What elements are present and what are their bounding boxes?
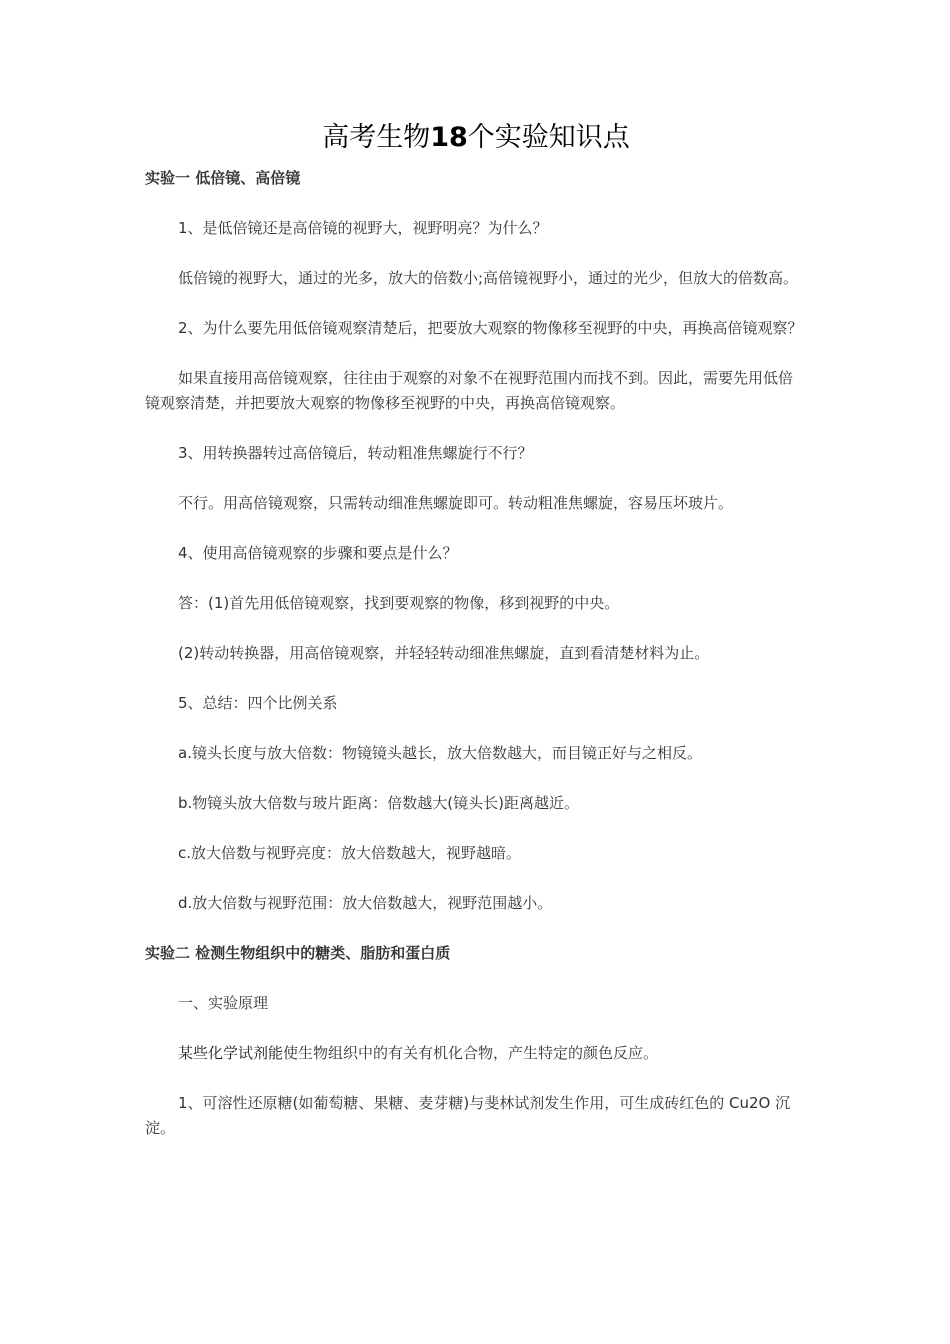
ratio-relation-d: d.放大倍数与视野范围：放大倍数越大，视野范围越小。 [178, 894, 553, 912]
title-number: 18 [430, 122, 468, 153]
experiment2-heading: 实验二 检测生物组织中的糖类、脂肪和蛋白质 [145, 944, 451, 962]
ratio-relation-c: c.放大倍数与视野亮度：放大倍数越大，视野越暗。 [178, 844, 522, 862]
experiment1-answer-2: 如果直接用高倍镜观察，往往由于观察的对象不在视野范围内而找不到。因此，需要先用低倍镜观察清楚，并把要放大观察的物像移至视野的中央，再换高倍镜观察。 [145, 369, 794, 412]
title-suffix: 个实验知识点 [467, 122, 630, 153]
experiment1-question-4: 4、使用高倍镜观察的步骤和要点是什么？ [178, 544, 458, 562]
experiment2-principle [145, 1041, 807, 1066]
experiment1-question-2: 2、为什么要先用低倍镜观察清楚后，把要放大观察的物像移至视野的中央，再换高倍镜观察？ [178, 319, 803, 337]
experiment1-answer-4-step-2: (2)转动转换器，用高倍镜观察，并轻轻转动细准焦螺旋，直到看清楚材料为止。 [178, 644, 710, 662]
experiment2-item-1: 1、可溶性还原糖(如葡萄糖、果糖、麦芽糖)与斐林试剂发生作用，可生成砖红色的 Cu2O 沉淀。 [145, 1094, 791, 1137]
experiment1-question-5: 5、总结：四个比例关系 [178, 694, 338, 712]
principle-lead: 某些化学试剂能 [178, 1044, 284, 1062]
experiment1-answer-3: 不行。用高倍镜观察，只需转动细准焦螺旋即可。转动粗准焦螺旋，容易压坏玻片。 [178, 494, 734, 512]
experiment1-answer-4-step-1: 答：(1)首先用低倍镜观察，找到要观察的物像，移到视野的中央。 [178, 594, 620, 612]
experiment1-heading: 实验一 低倍镜、高倍镜 [145, 169, 301, 187]
experiment1-answer-1: 低倍镜的视野大，通过的光多，放大的倍数小;高倍镜视野小，通过的光少，但放大的倍数高。 [178, 269, 799, 287]
page-title [145, 118, 807, 158]
document-body [145, 166, 807, 1166]
experiment1-question-1: 1、是低倍镜还是高倍镜的视野大，视野明亮？为什么？ [178, 219, 548, 237]
title-prefix: 高考生物 [322, 122, 431, 153]
experiment1-question-3: 3、用转换器转过高倍镜后，转动粗准焦螺旋行不行？ [178, 444, 533, 462]
ratio-relation-b: b.物镜头放大倍数与玻片距离：倍数越大(镜头长)距离越近。 [178, 794, 579, 812]
principle-rest: 使生物组织中的有关有机化合物，产生特定的颜色反应。 [283, 1044, 659, 1062]
ratio-relation-a: a.镜头长度与放大倍数：物镜镜头越长，放大倍数越大，而目镜正好与之相反。 [178, 744, 702, 762]
experiment2-section-1: 一、实验原理 [178, 994, 269, 1012]
